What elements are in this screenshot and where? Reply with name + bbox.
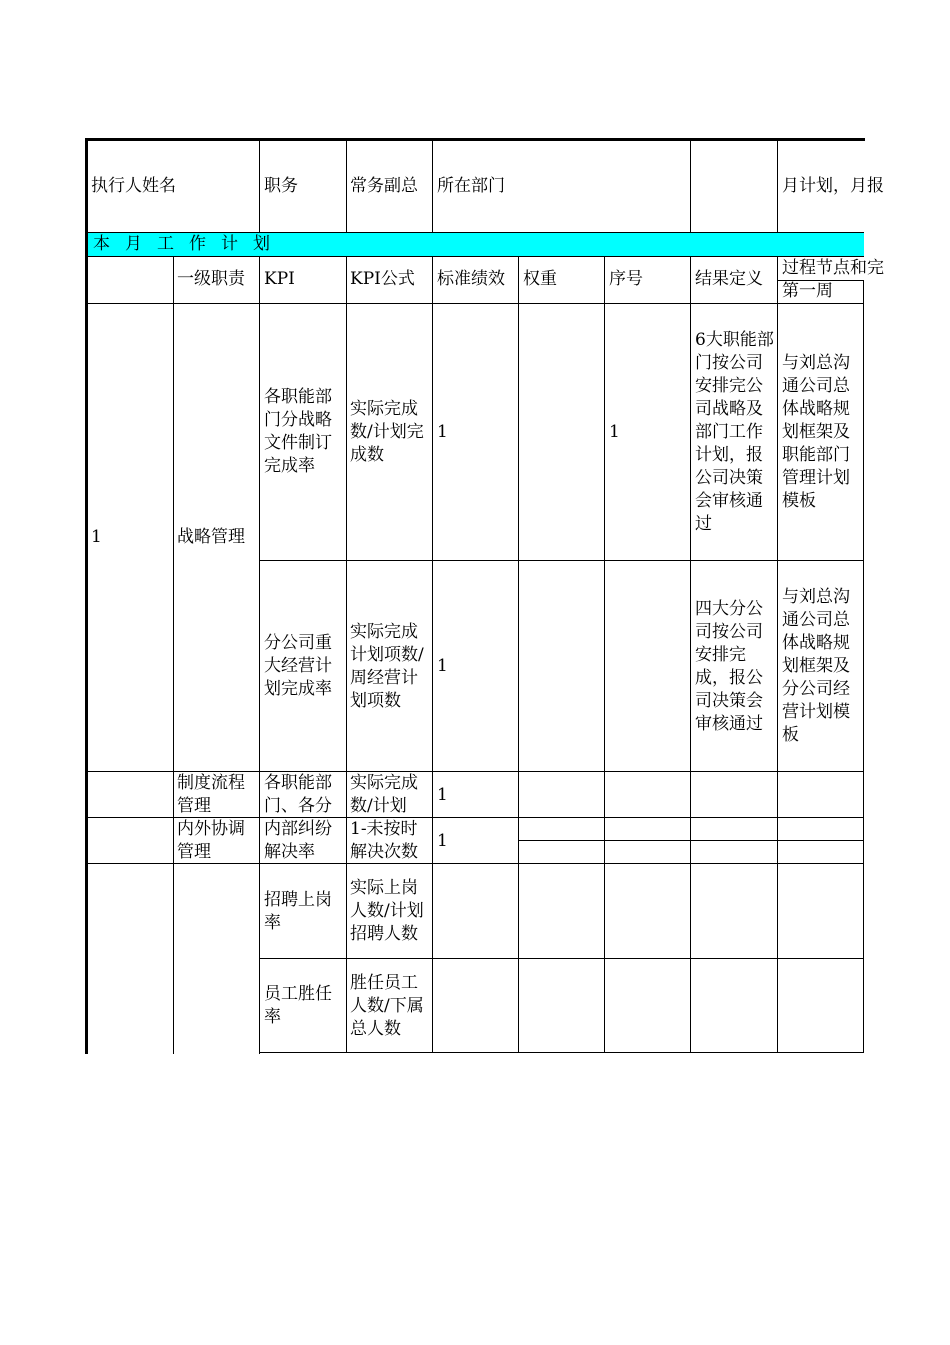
- kpi-formula-cell: 实际完成数/计划完成数: [350, 398, 424, 465]
- grid-line: [260, 1052, 864, 1053]
- monthly-report-label: 月计划，月报: [782, 176, 884, 196]
- group-2-number: [87, 772, 173, 818]
- group-2-duty: 制度流程管理: [177, 773, 245, 816]
- grid-line: [778, 280, 864, 281]
- grid-line: [87, 817, 864, 818]
- grid-line: [87, 303, 864, 304]
- kpi-cell: 员工胜任率: [264, 984, 332, 1027]
- col-header-standard-performance: 标准绩效: [437, 269, 505, 289]
- standard-performance-cell: 1: [437, 656, 448, 676]
- weight-cell: [519, 561, 605, 772]
- kpi-cell: 各职能部门、各分: [264, 773, 332, 816]
- col-header-weight: 权重: [523, 269, 557, 289]
- department-label: 所在部门: [437, 176, 505, 196]
- grid-line: [87, 863, 864, 864]
- kpi-formula-cell: 实际完成数/计划: [350, 773, 418, 816]
- grid-line: [260, 958, 864, 959]
- grid-line: [690, 256, 691, 1053]
- grid-line: [777, 140, 778, 233]
- kpi-formula-cell: 1-未按时解决次数: [350, 819, 418, 862]
- group-4-duty: [173, 864, 260, 1054]
- grid-line: [432, 256, 433, 1053]
- result-definition-cell: 6大职能部门按公司安排完公司战略及部门工作计划，报公司决策会审核通过: [695, 329, 774, 534]
- grid-line: [87, 256, 864, 257]
- grid-line: [604, 256, 605, 1053]
- col-header-blank: [87, 256, 173, 303]
- standard-performance-cell: [433, 864, 519, 959]
- sequence-cell: 1: [609, 421, 620, 442]
- col-header-primary-duty: 一级职责: [177, 269, 245, 289]
- group-1-duty: 战略管理: [177, 527, 245, 547]
- executor-name-label: 执行人姓名: [91, 176, 176, 196]
- standard-performance-cell: [433, 959, 519, 1053]
- grid-line: [85, 138, 865, 141]
- kpi-cell: 内部纠纷解决率: [264, 819, 332, 862]
- group-3-duty: 内外协调管理: [177, 819, 245, 862]
- kpi-formula-cell: 胜任员工人数/下属总人数: [350, 972, 424, 1039]
- kpi-cell: 招聘上岗率: [264, 889, 332, 933]
- grid-line: [690, 140, 691, 233]
- grid-line: [519, 840, 864, 841]
- group-4-number: [87, 864, 173, 1054]
- grid-line: [518, 256, 519, 1053]
- week1-cell: 与刘总沟通公司总体战略规划框架及分公司经营计划模板: [782, 587, 850, 745]
- kpi-formula-cell: 实际上岗人数/计划招聘人数: [350, 878, 424, 944]
- kpi-formula-cell: 实际完成计划项数/周经营计划项数: [350, 621, 424, 711]
- grid-line: [777, 256, 778, 1053]
- grid-line: [346, 140, 347, 233]
- group-3-number: [87, 818, 173, 864]
- sequence-cell: [605, 561, 691, 772]
- result-definition-cell: 四大分公司按公司安排完成，报公司决策会审核通过: [695, 598, 763, 734]
- col-header-week1: 第一周: [782, 281, 833, 301]
- grid-line: [87, 771, 864, 772]
- grid-line: [260, 560, 864, 561]
- col-header-result-definition: 结果定义: [695, 269, 763, 289]
- col-header-kpi: KPI: [264, 269, 295, 289]
- grid-line: [259, 140, 260, 233]
- standard-performance-cell: 1: [437, 784, 448, 805]
- standard-performance-cell: 1: [437, 830, 448, 851]
- grid-line: [87, 232, 864, 233]
- weight-cell: [519, 303, 605, 561]
- kpi-cell: 各职能部门分战略文件制订完成率: [264, 387, 332, 476]
- kpi-cell: 分公司重大经营计划完成率: [264, 633, 332, 699]
- position-label: 职务: [264, 176, 298, 196]
- monthly-plan-banner: 本月工作计划: [87, 233, 864, 256]
- grid-line: [259, 256, 260, 1054]
- grid-line: [173, 256, 174, 1054]
- department-value: [691, 140, 778, 233]
- position-value: 常务副总: [350, 176, 418, 196]
- grid-line: [863, 280, 864, 1053]
- grid-line: [346, 256, 347, 1053]
- week1-cell: 与刘总沟通公司总体战略规划框架及职能部门管理计划模板: [782, 352, 850, 511]
- col-header-process-nodes: 过程节点和完: [782, 258, 884, 278]
- grid-line: [85, 138, 88, 1054]
- col-header-sequence: 序号: [609, 269, 643, 289]
- col-header-kpi-formula: KPI公式: [350, 269, 415, 289]
- standard-performance-cell: 1: [437, 421, 448, 442]
- grid-line: [432, 140, 433, 233]
- group-1-number: 1: [91, 527, 102, 547]
